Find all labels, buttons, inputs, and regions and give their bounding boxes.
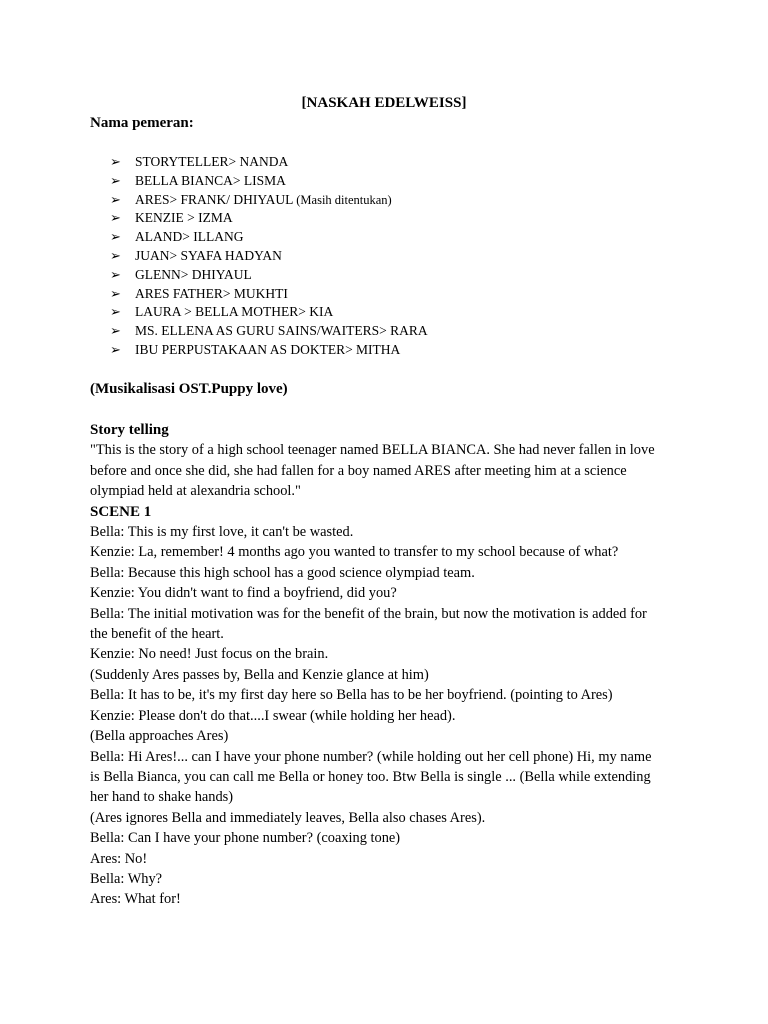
dialogue-line: Bella: It has to be, it's my first day here so Bella has to be her boyfriend. (pointing to Ares)	[90, 687, 613, 704]
arrow-bullet-icon: ➢	[110, 154, 121, 169]
cast-item	[110, 228, 428, 247]
arrow-bullet-icon: ➢	[110, 172, 121, 188]
dialogue-line: the benefit of the heart.	[90, 626, 224, 643]
cast-list	[110, 153, 428, 360]
dialogue-line: Kenzie: Please don't do that....I swear (while holding her head).	[90, 707, 456, 724]
cast-item-text: STORYTELLER> NANDA	[135, 154, 289, 169]
cast-item	[110, 266, 428, 285]
cast-item	[110, 285, 428, 304]
story-line: olympiad held at alexandria school."	[90, 483, 301, 500]
dialogue-line: her hand to shake hands)	[90, 789, 234, 806]
dialogue-line: is Bella Bianca, you can call me Bella or honey too. Btw Bella is single ... (Bella while extending	[90, 768, 651, 785]
cast-item-text: KENZIE > IZMA	[135, 210, 233, 226]
dialogue-line: Bella: Because this high school has a good science olympiad team.	[90, 564, 475, 581]
script-body	[90, 420, 690, 910]
arrow-bullet-icon: ➢	[110, 266, 121, 282]
cast-item	[110, 247, 428, 266]
dialogue-line: Ares: No!	[90, 850, 148, 867]
arrow-bullet-icon: ➢	[110, 304, 121, 320]
dialogue-line: Kenzie: You didn't want to find a boyfriend, did you?	[90, 585, 397, 602]
cast-item	[110, 172, 428, 191]
document-title: [NASKAH EDELWEISS]	[301, 95, 467, 111]
cast-item	[110, 341, 428, 360]
dialogue-line: Bella: Hi Ares!... can I have your phone number? (while holding out her cell phone) Hi, my name	[90, 748, 652, 765]
cast-item-text: IBU PERPUSTAKAAN AS DOKTER> MITHA	[135, 341, 401, 357]
cast-item-text: JUAN> SYAFA HADYAN	[135, 247, 282, 263]
story-heading: Story telling	[90, 422, 169, 438]
scene-heading: SCENE 1	[90, 503, 152, 520]
arrow-bullet-icon: ➢	[110, 191, 121, 207]
cast-item	[110, 209, 428, 228]
dialogue-line: (Ares ignores Bella and immediately leaves, Bella also chases Ares).	[90, 809, 486, 826]
dialogue-line: (Suddenly Ares passes by, Bella and Kenzie glance at him)	[90, 666, 429, 683]
dialogue-line: Bella: This is my first love, it can't be wasted.	[90, 524, 354, 541]
dialogue-section	[90, 522, 690, 910]
arrow-bullet-icon: ➢	[110, 210, 121, 226]
dialogue-line: Bella: Can I have your phone number? (coaxing tone)	[90, 830, 401, 847]
cast-item	[110, 303, 428, 322]
dialogue-line: Kenzie: La, remember! 4 months ago you wanted to transfer to my school because of what?	[90, 544, 619, 561]
cast-item-text: MS. ELLENA AS GURU SAINS/WAITERS> RARA	[135, 323, 428, 339]
story-paragraph	[90, 440, 690, 501]
cast-item-text: ARES> FRANK/ DHIYAUL	[135, 191, 297, 207]
story-line: before and once she did, she had fallen for a boy named ARES after meeting him at a science	[90, 462, 627, 479]
arrow-bullet-icon: ➢	[110, 323, 121, 339]
arrow-bullet-icon: ➢	[110, 341, 121, 357]
dialogue-line: Kenzie: No need! Just focus on the brain.	[90, 646, 329, 663]
musikalisasi-note: (Musikalisasi OST.Puppy love)	[90, 381, 288, 397]
arrow-bullet-icon: ➢	[110, 229, 121, 245]
cast-item-text: GLENN> DHIYAUL	[135, 266, 252, 282]
dialogue-line: Bella: The initial motivation was for the benefit of the brain, but now the motivation is added for	[90, 605, 647, 622]
cast-item	[110, 153, 428, 172]
cast-item	[110, 322, 428, 341]
story-line: "This is the story of a high school teenager named BELLA BIANCA. She had never fallen in love	[90, 442, 655, 459]
cast-item-text: BELLA BIANCA> LISMA	[135, 172, 286, 188]
arrow-bullet-icon: ➢	[110, 285, 121, 301]
cast-item-text: ARES FATHER> MUKHTI	[135, 285, 288, 301]
dialogue-line: Bella: Why?	[90, 870, 163, 887]
dialogue-line: Ares: What for!	[90, 891, 181, 908]
arrow-bullet-icon: ➢	[110, 247, 121, 263]
cast-item-text: ALAND> ILLANG	[135, 229, 244, 245]
cast-item	[110, 191, 428, 210]
cast-item-text: LAURA > BELLA MOTHER> KIA	[135, 304, 334, 320]
dialogue-line: (Bella approaches Ares)	[90, 728, 229, 745]
cast-heading: Nama pemeran:	[90, 115, 194, 131]
cast-item-note: (Masih ditentukan)	[296, 192, 392, 207]
